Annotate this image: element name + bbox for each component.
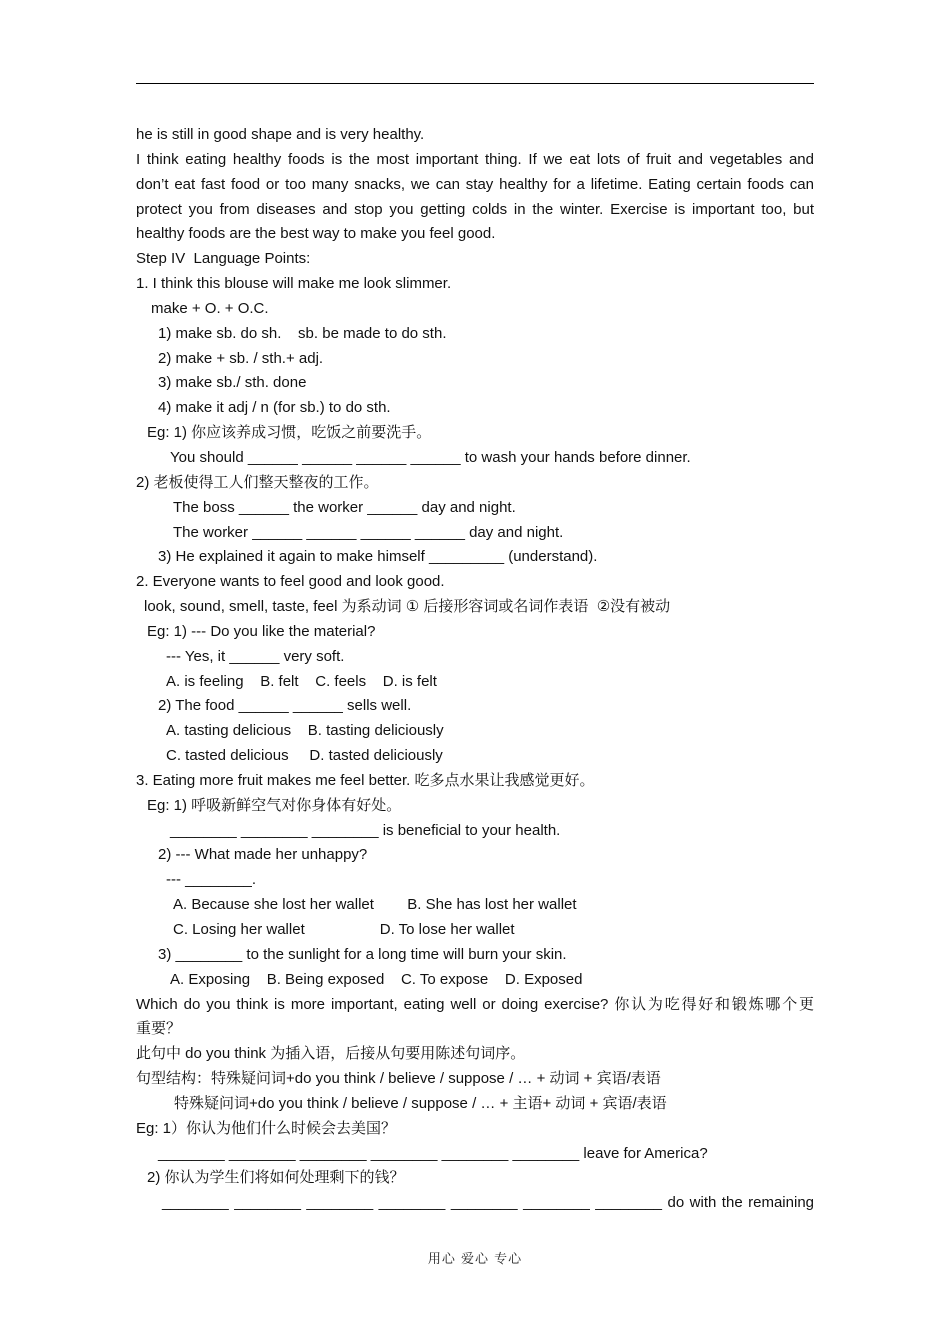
text-line: Eg: 1) 呼吸新鲜空气对你身体有好处。 bbox=[147, 796, 402, 814]
text-line: 2) 你认为学生们将如何处理剩下的钱？ bbox=[147, 1169, 405, 1187]
text-line: Which do you think is more important, eating well or doing exercise? 你认为吃得好和锻炼哪个更 bbox=[136, 995, 814, 1013]
text-line: --- Yes, it ______ very soft. bbox=[166, 647, 345, 665]
text-line: 2) 老板使得工人们整天整夜的工作。 bbox=[136, 473, 379, 491]
text-line: Eg: 1) --- Do you like the material? bbox=[147, 622, 376, 640]
text-line: 4) make it adj / n (for sb.) to do sth. bbox=[158, 399, 391, 417]
text-line: 1. I think this blouse will make me look slimmer. bbox=[136, 275, 452, 293]
text-line: 3. Eating more fruit makes me feel better. 吃多点水果让我感觉更好。 bbox=[136, 771, 595, 789]
text-line: 此句中 do you think 为插入语，后接从句要用陈述句词序。 bbox=[136, 1045, 526, 1063]
text-line: --- ________. bbox=[166, 871, 257, 889]
text-line: 2) The food ______ ______ sells well. bbox=[158, 697, 412, 715]
text-line: The worker ______ ______ ______ ______ day and night. bbox=[173, 523, 564, 541]
text-line: 重要？ bbox=[136, 1020, 182, 1038]
header-rule bbox=[136, 83, 814, 84]
text-line: Step IV Language Points: bbox=[136, 250, 311, 268]
document-body bbox=[136, 123, 814, 1216]
text-line: C. tasted delicious D. tasted deliciously bbox=[166, 747, 443, 765]
text-line: 3) ________ to the sunlight for a long time will burn your skin. bbox=[158, 945, 567, 963]
text-line: 句型结构：特殊疑问词+do you think / believe / suppose / … + 动词 + 宾语/表语 bbox=[136, 1070, 661, 1088]
text-line: I think eating healthy foods is the most important thing. If we eat lots of fruit and vegetables and bbox=[136, 150, 814, 168]
text-line: protect you from diseases and stop you getting colds in the winter. Exercise is important too, but bbox=[136, 200, 814, 218]
text-line: C. Losing her wallet D. To lose her wallet bbox=[173, 921, 515, 938]
text-line: Eg: 1）你认为他们什么时候会去美国？ bbox=[136, 1119, 397, 1137]
text-line: 2) --- What made her unhappy? bbox=[158, 846, 368, 864]
text-line: A. Because she lost her wallet B. She has lost her wallet bbox=[173, 896, 577, 914]
text-line: You should ______ ______ ______ ______ to wash your hands before dinner. bbox=[170, 448, 691, 466]
text-line: 3) make sb./ sth. done bbox=[158, 374, 307, 392]
text-line: A. Exposing B. Being exposed C. To expose D. Exposed bbox=[170, 970, 583, 988]
page-footer: 用心 爱心 专心 bbox=[427, 1252, 523, 1267]
text-line: 3) He explained it again to make himself _________ (understand). bbox=[158, 548, 598, 566]
text-line: The boss ______ the worker ______ day and night. bbox=[173, 498, 516, 516]
text-line: healthy foods are the best way to make you feel good. bbox=[136, 225, 496, 243]
text-line: ________ ________ ________ ________ ________ ________ leave for America? bbox=[158, 1144, 708, 1162]
text-line: ________ ________ ________ is beneficial to your health. bbox=[170, 821, 561, 839]
text-line: A. tasting delicious B. tasting deliciously bbox=[166, 722, 444, 740]
text-line: make + O. + O.C. bbox=[151, 299, 269, 317]
text-line: 2) make + sb. / sth.+ adj. bbox=[158, 349, 324, 367]
text-line: A. is feeling B. felt C. feels D. is felt bbox=[166, 672, 437, 690]
text-line: look, sound, smell, taste, feel 为系动词 ① 后接形容词或名词作表语 ②没有被动 bbox=[144, 598, 671, 616]
text-line: 1) make sb. do sh. sb. be made to do sth. bbox=[158, 324, 447, 342]
text-line: 特殊疑问词+do you think / believe / suppose / … + 主语+ 动词 + 宾语/表语 bbox=[174, 1094, 667, 1112]
text-line: 2. Everyone wants to feel good and look good. bbox=[136, 573, 445, 591]
text-line: he is still in good shape and is very healthy. bbox=[136, 126, 425, 143]
text-line: ________ ________ ________ ________ ________ ________ ________ do with the remaining bbox=[162, 1194, 814, 1212]
text-line: don’t eat fast food or too many snacks, we can stay healthy for a lifetime. Eating certain foods can bbox=[136, 175, 814, 193]
text-line: Eg: 1) 你应该养成习惯，吃饭之前要洗手。 bbox=[147, 424, 432, 442]
